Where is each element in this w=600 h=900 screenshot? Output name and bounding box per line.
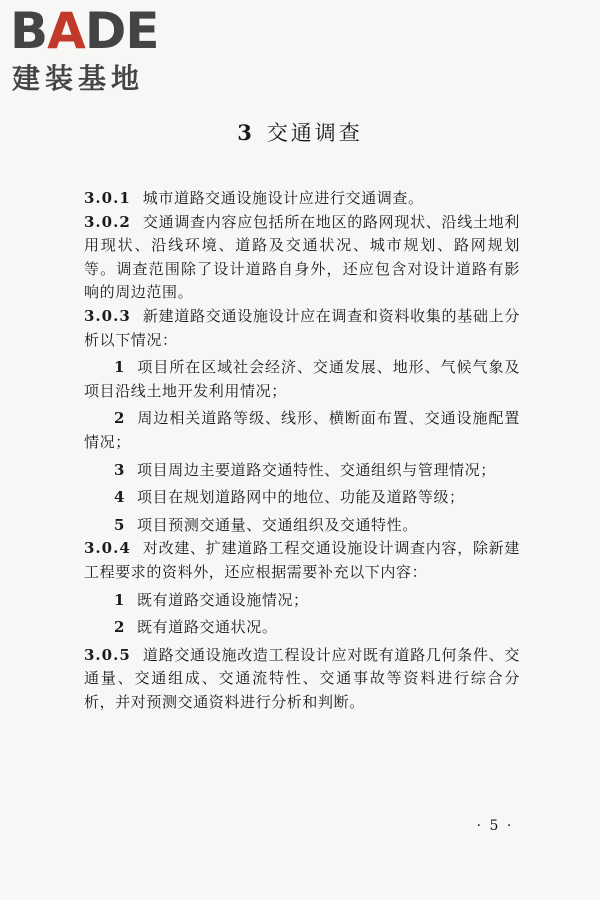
clause-3-0-1: 3.0.1 城市道路交通设施设计应进行交通调查。 (84, 189, 424, 207)
document-body (84, 187, 520, 714)
clause-3-0-4: 3.0.4 对改建、扩建道路工程交通设施设计调查内容，除新建工程要求的资料外，还应根据需要补充以下内容： (84, 539, 520, 581)
logo-wordmark: BADE (10, 2, 159, 60)
clause-3-0-5: 3.0.5 道路交通设施改造工程设计应对既有道路几何条件、交通量、交通组成、交通流特性、交通事故等资料进行综合分析，并对预测交通资料进行分析和判断。 (84, 645, 520, 711)
list-item: 2 既有道路交通状况。 (114, 618, 278, 637)
list-item: 5 项目预测交通量、交通组织及交通特性。 (114, 515, 418, 534)
list-item: 3 项目周边主要道路交通特性、交通组织与管理情况； (114, 460, 496, 479)
logo-subtitle: 建装基地 (12, 62, 145, 95)
chapter-number: 3 (237, 120, 255, 145)
chapter-title (0, 118, 600, 148)
clause-3-0-3: 3.0.3 新建道路交通设施设计应在调查和资料收集的基础上分析以下情况： (84, 306, 520, 349)
list-item: 1 既有道路交通设施情况； (114, 590, 309, 609)
clause-3-0-2: 3.0.2 交通调查内容应包括所在地区的路网现状、沿线土地利用现状、沿线环境、道路及交通状况、城市规划、路网规划等。调查范围除了设计道路自身外，还应包含对设计道路有影响的周边范围。 (84, 212, 520, 302)
bade-logo (10, 4, 190, 100)
page-number: · 5 · (476, 818, 514, 834)
chapter-name: 交通调查 (266, 121, 363, 145)
list-item: 2 周边相关道路等级、线形、横断面布置、交通设施配置情况； (84, 409, 520, 451)
list-item: 4 项目在规划道路网中的地位、功能及道路等级； (114, 488, 465, 507)
list-item: 1 项目所在区域社会经济、交通发展、地形、气候气象及项目沿线土地开发利用情况； (84, 358, 520, 400)
